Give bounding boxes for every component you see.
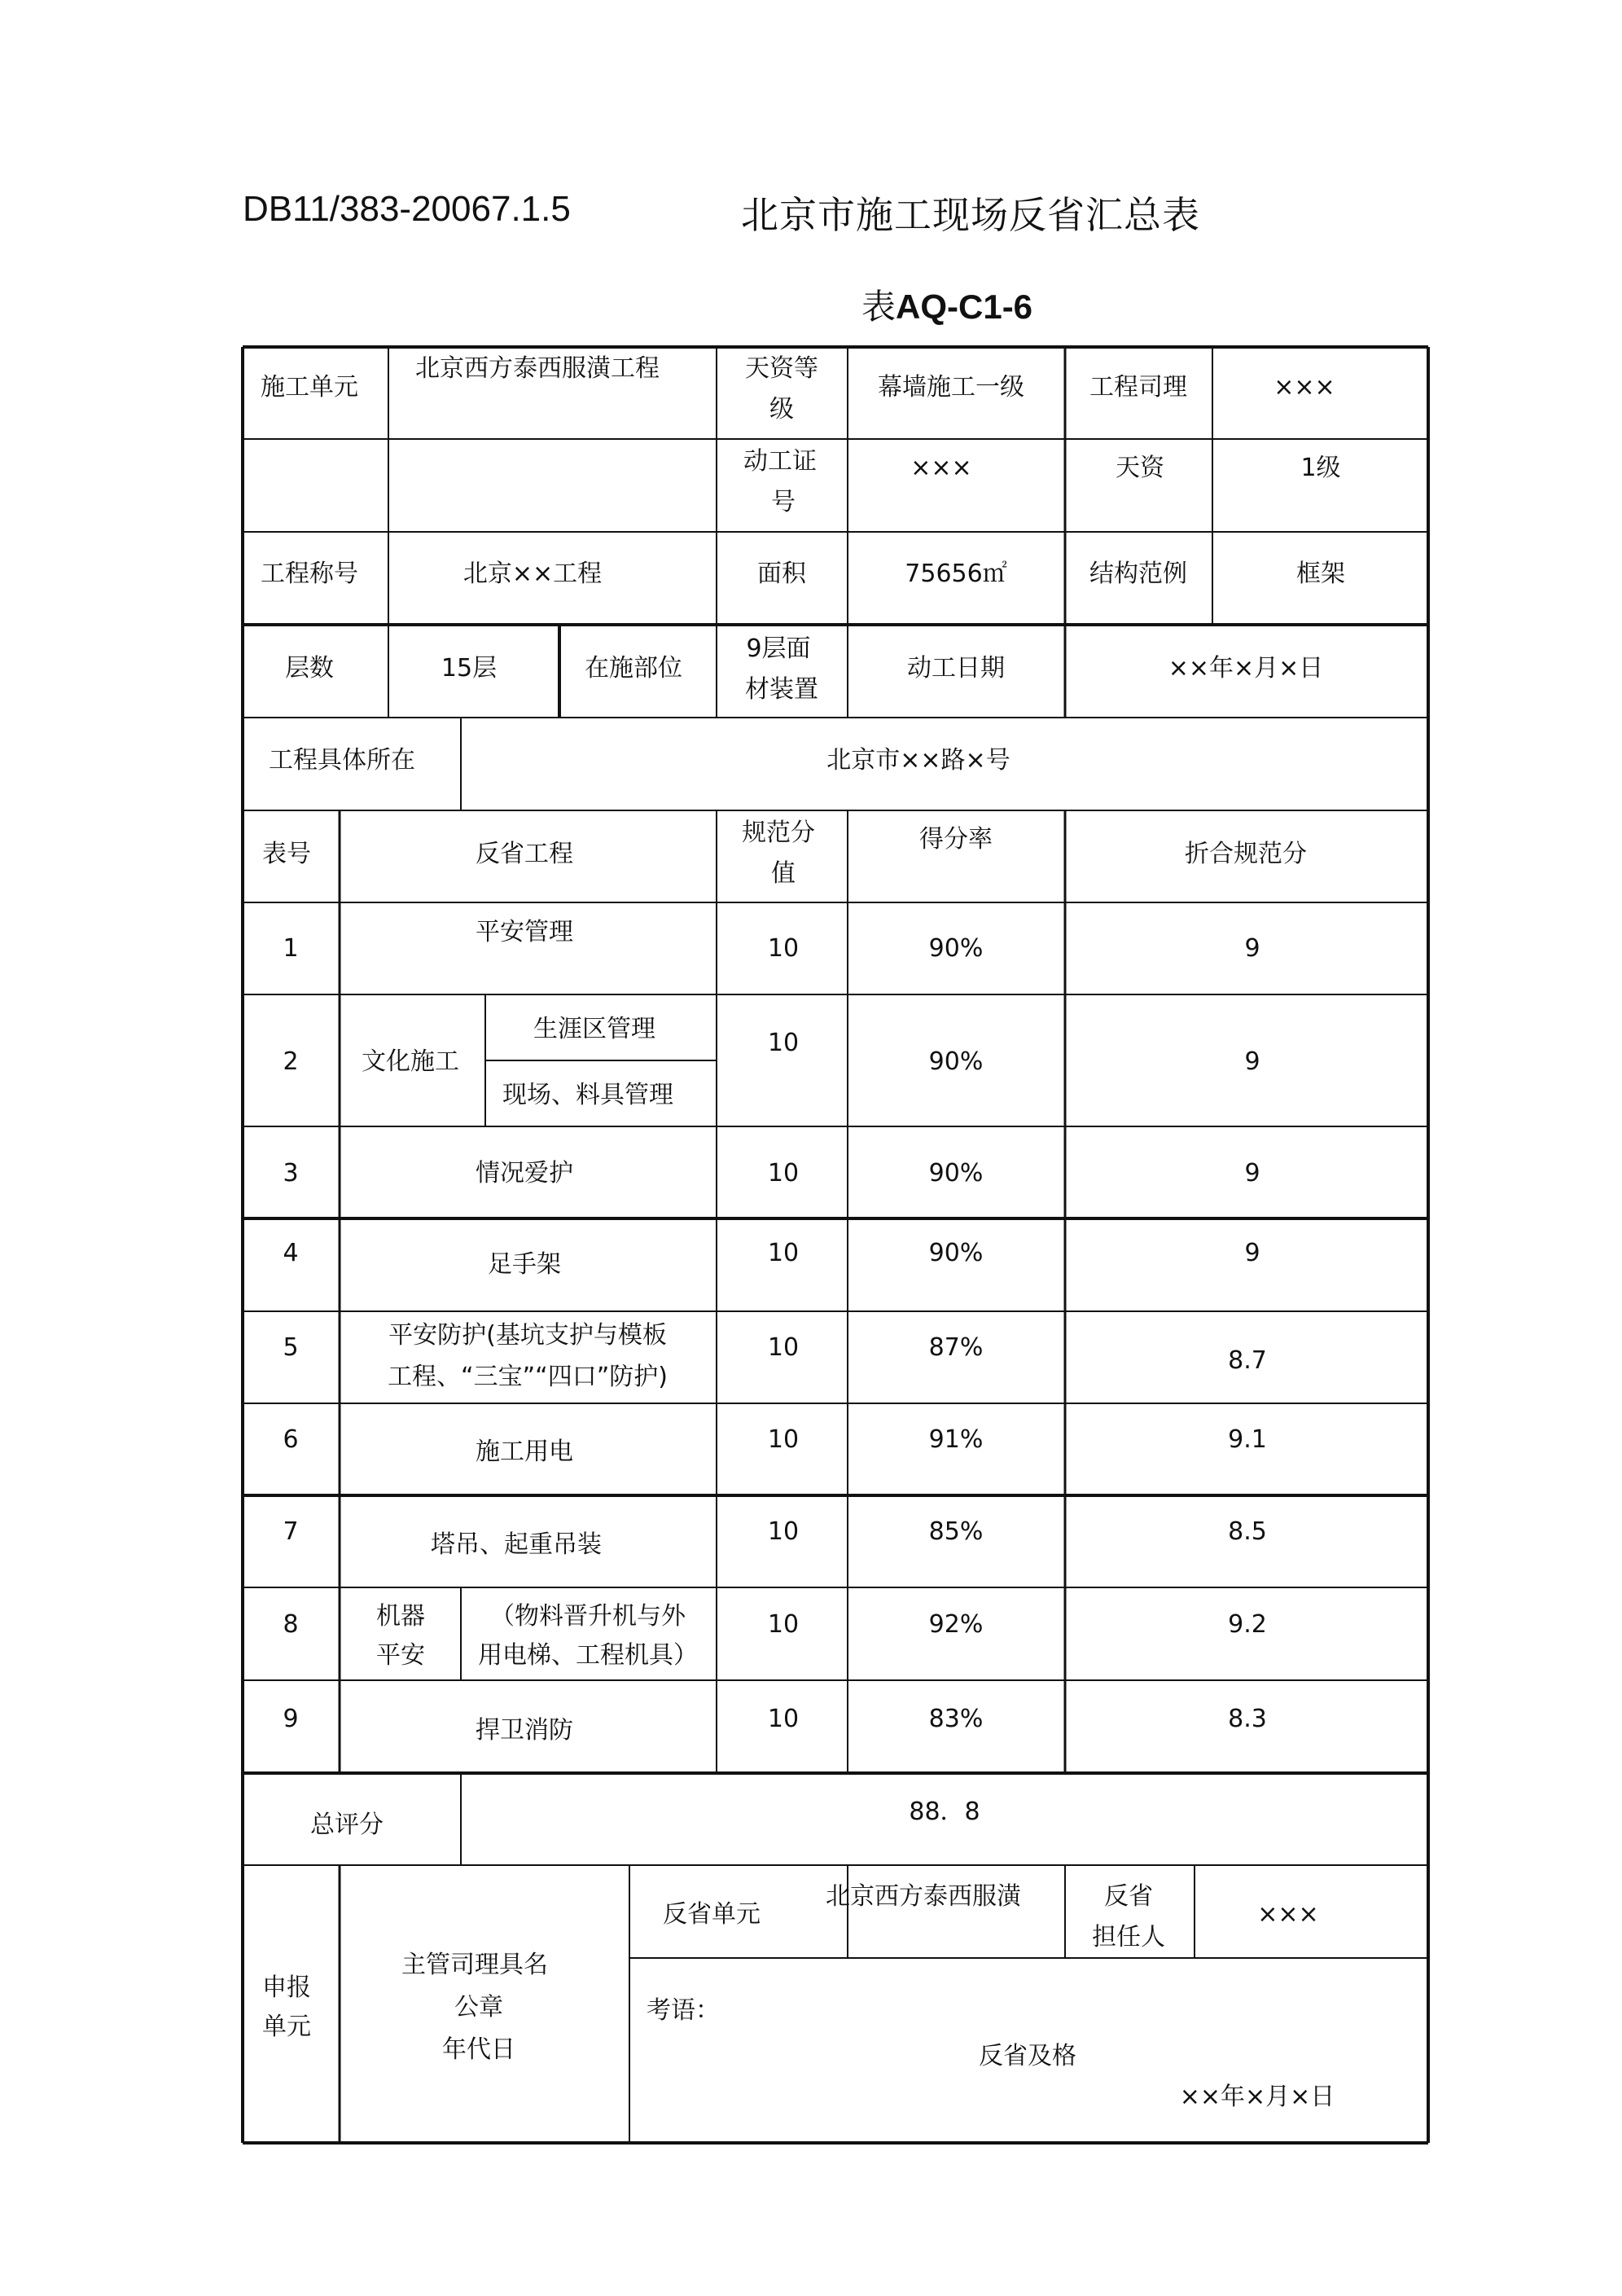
area-value: 75656㎡ [905,560,1007,588]
grade-label: 天资 [1116,454,1164,482]
inspection-date: ××年×月×日 [1179,2083,1335,2111]
inspect-unit-label: 反省单元 [663,1900,761,1929]
row-converted: 8.7 [1228,1346,1267,1375]
row-converted: 9 [1244,1047,1260,1076]
structure-value: 框架 [1296,560,1345,588]
col-header-converted: 折合规范分 [1185,840,1307,868]
start-date-value: ××年×月×日 [1168,654,1324,683]
row-no: 3 [283,1159,299,1188]
row-rate: 90% [928,934,984,963]
table-row [283,918,1260,963]
row-item-detail-1: （物料晋升机与外 [490,1602,686,1631]
col-header-rate: 得分率 [919,825,993,854]
report-unit-label-1: 申报 [262,1973,311,2002]
row-item-line-2: 工程、“三宝”“四口”防护) [388,1363,668,1391]
unit-label: 施工单元 [261,373,358,402]
floors-value: 15层 [441,654,498,683]
row-std: 10 [767,1705,800,1733]
row-item-category-2: 平安 [376,1641,425,1670]
row-std: 10 [767,1425,800,1454]
table-row [283,1159,1260,1188]
row-std: 10 [767,1517,800,1546]
table-row [283,1517,1266,1559]
responsible-value: ××× [1257,1900,1319,1929]
area-label: 面积 [757,560,806,588]
row-std: 10 [767,934,800,963]
row-rate: 90% [928,1239,984,1267]
manager-value: ××× [1273,373,1335,402]
row-std: 10 [767,1159,800,1188]
row-item-detail-2: 用电梯、工程机具） [478,1641,698,1670]
row-rate: 85% [928,1517,984,1546]
row-std: 10 [767,1333,800,1362]
structure-label: 结构范例 [1089,560,1187,588]
total-label: 总评分 [310,1811,384,1839]
row-no: 9 [283,1705,299,1733]
row-no: 7 [283,1517,299,1546]
row-rate: 92% [928,1610,984,1639]
row-converted: 9.1 [1228,1425,1267,1454]
date-line: 年代日 [442,2035,515,2064]
permit-label-1: 动工证 [743,447,817,476]
row-converted: 9 [1244,934,1260,963]
inspect-unit-value: 北京西方泰西服潢 [826,1882,1021,1911]
row-rate: 91% [928,1425,984,1454]
row-rate: 90% [928,1047,984,1076]
col-header-item: 反省工程 [476,840,573,868]
row-no: 2 [283,1047,299,1076]
row-item: 捍卫消防 [476,1716,573,1745]
address-value: 北京市××路×号 [826,746,1010,775]
seal-line: 公章 [454,1993,503,2022]
table-row [283,1602,1266,1670]
col-header-std-1: 规范分 [742,819,815,847]
manager-label: 工程司理 [1089,373,1187,402]
row-converted: 9 [1244,1239,1260,1267]
table-row [283,1425,1266,1466]
address-label: 工程具体所在 [269,746,415,775]
floors-label: 层数 [285,654,334,683]
row-converted: 8.3 [1228,1705,1267,1733]
row-item-line-1: 平安防护(基坑支护与模板 [388,1321,667,1350]
row-std: 10 [767,1610,800,1639]
row-converted: 8.5 [1228,1517,1267,1546]
part-value-2: 材装置 [745,675,818,704]
row-no: 6 [283,1425,299,1454]
start-date-label: 动工日期 [907,654,1005,683]
inspection-conclusion: 反省及格 [979,2042,1076,2070]
table-row [283,1705,1266,1745]
responsible-label-1: 反省 [1104,1882,1153,1911]
responsible-label-2: 担任人 [1092,1923,1165,1951]
row-item: 平安管理 [476,918,573,946]
col-header-std-2: 值 [771,859,796,888]
row-sub-item-2: 现场、料具管理 [502,1081,673,1109]
row-item: 塔吊、起重吊装 [431,1530,602,1559]
row-item-category-1: 机器 [376,1602,425,1631]
row-rate: 83% [928,1705,984,1733]
qualification-label-1: 天资等 [745,354,818,383]
qualification-label-2: 级 [769,395,794,424]
row-no: 5 [283,1333,299,1362]
part-label: 在施部位 [585,654,682,683]
unit-value: 北京西方泰西服潢工程 [415,354,660,383]
row-no: 8 [283,1610,299,1639]
row-item: 施工用电 [476,1438,573,1466]
project-label: 工程称号 [261,560,358,588]
row-rate: 90% [928,1159,984,1188]
project-value: 北京××工程 [462,560,603,588]
qualification-value: 幕墙施工一级 [878,373,1024,402]
row-rate: 87% [928,1333,984,1362]
row-std: 10 [767,1239,800,1267]
table-number-code: AQ-C1-6 [896,288,1033,326]
table-number-prefix: 表 [861,287,896,327]
row-item: 情况爱护 [476,1159,573,1188]
row-no: 1 [283,934,299,963]
total-value: 88．8 [909,1798,980,1826]
row-converted: 9.2 [1228,1610,1267,1639]
report-unit-label-2: 单元 [262,2013,311,2041]
permit-value: ××× [910,454,972,482]
part-value-1: 9层面 [746,634,811,663]
table-row [283,1321,1266,1391]
row-std: 10 [767,1029,800,1057]
col-header-no: 表号 [262,840,311,868]
signature-line: 主管司理具名 [401,1951,548,1979]
page-title: 北京市施工现场反省汇总表 [741,193,1200,237]
row-converted: 9 [1244,1159,1260,1188]
row-item: 足手架 [488,1250,561,1279]
grade-value: 1级 [1300,454,1341,482]
table-row [283,1015,1260,1109]
standard-code: DB11/383-20067.1.5 [243,189,571,229]
row-sub-item-1: 生涯区管理 [533,1015,655,1043]
row-no: 4 [283,1239,299,1267]
table-row [283,1239,1260,1279]
comment-label: 考语： [647,1996,720,2025]
row-item: 文化施工 [362,1047,459,1076]
permit-label-2: 号 [771,488,796,516]
